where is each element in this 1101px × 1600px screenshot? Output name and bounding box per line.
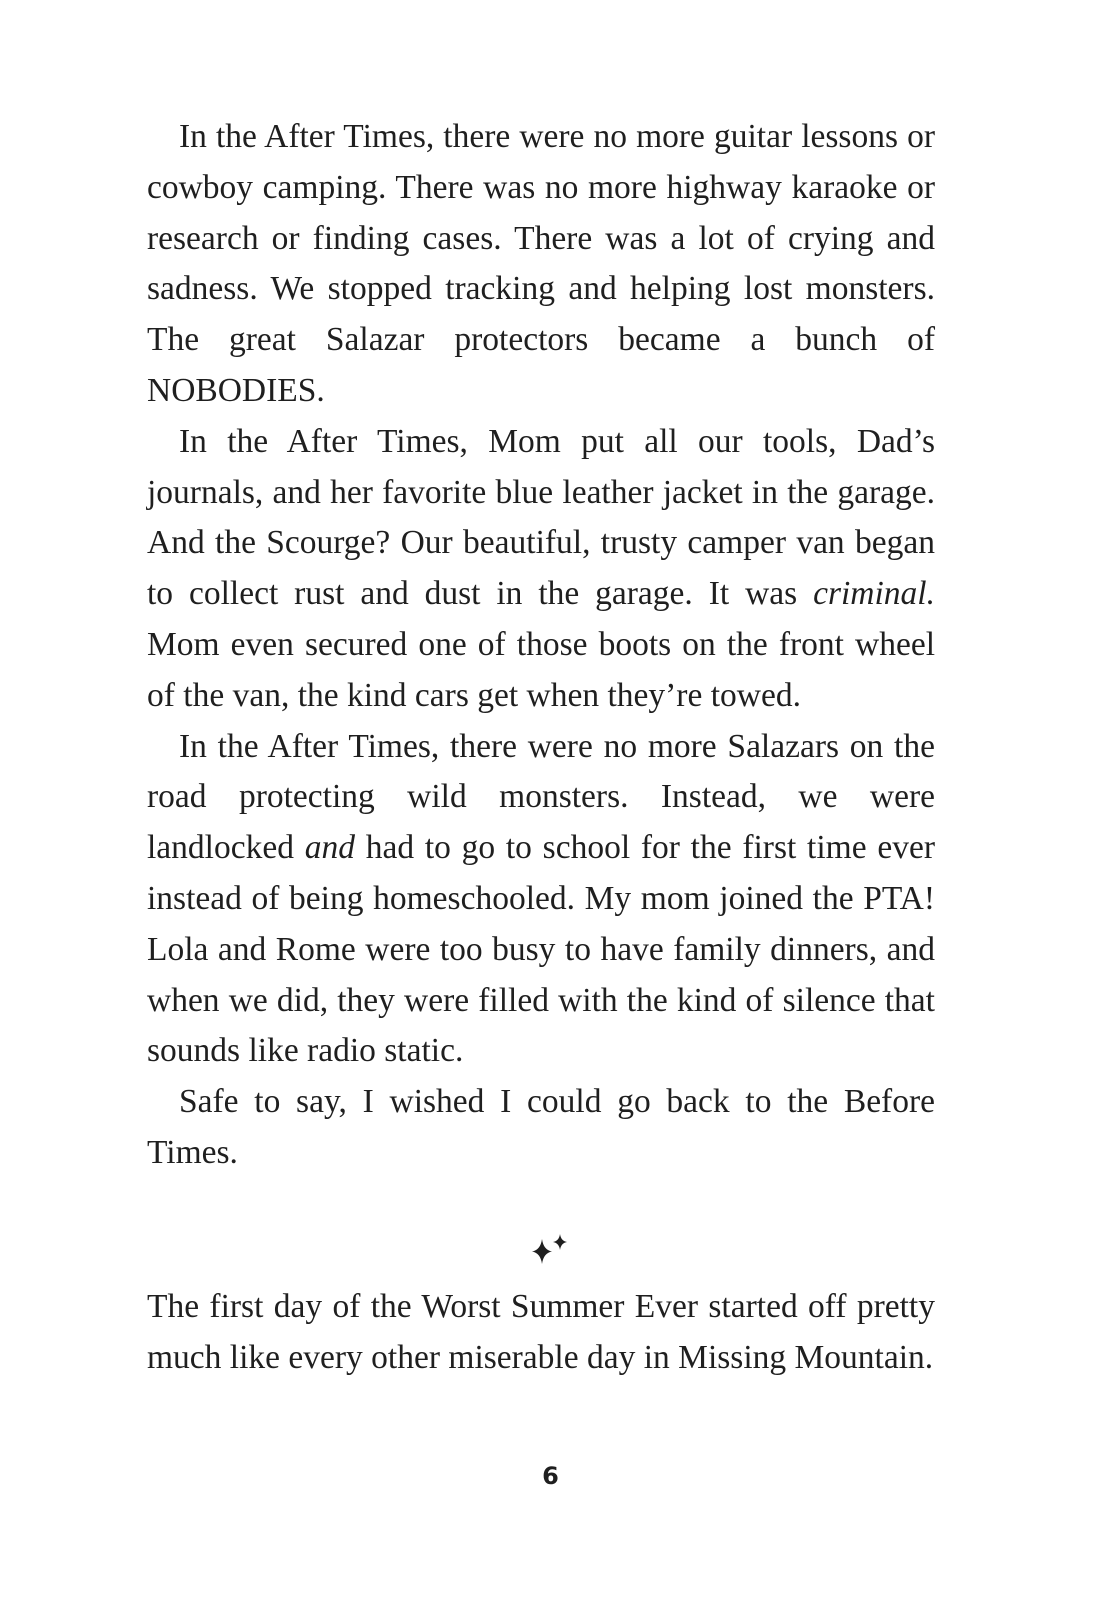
body-text-after-break [147, 1282, 935, 1384]
sparkle-stars-icon [528, 1233, 574, 1267]
paragraph-worst-summer: The first day of the Worst Summer Ever started off pretty much like every other miserable day in Missing Mountain. [147, 1288, 935, 1376]
paragraph-text: In the After Times, Mom put all our tools, Dad’s journals, and her favorite blue leather jacket in the garage. And the Scourge? Our beautiful, trusty camper van began to collect rust and dust in the garage. It was [147, 422, 935, 613]
paragraph-text: had to go to school for the first time ever instead of being homeschooled. My mom joined the PTA! Lola and Rome were too busy to have family dinners, and when we did, they were filled with the kind of silence that sounds like radio static. [147, 829, 935, 1070]
italic-text: criminal. [813, 575, 935, 613]
paragraph-before-times: Safe to say, I wished I could go back to the Before Times. [147, 1083, 935, 1171]
page-number: 6 [542, 1462, 559, 1490]
paragraph-after-times-3 [147, 722, 935, 1078]
paragraph-text: In the After Times, there were no more Salazars on the road protecting wild monsters. Instead, we were landlocked [147, 727, 935, 867]
paragraph-after-times-2 [147, 417, 935, 722]
paragraph-text: Mom even secured one of those boots on the front wheel of the van, the kind cars get when they’re towed. [147, 625, 935, 714]
body-text [147, 112, 935, 1179]
section-break [0, 1233, 1101, 1273]
italic-text: and [304, 829, 355, 867]
paragraph-after-times-1: In the After Times, there were no more guitar lessons or cowboy camping. There was no more highway karaoke or research or finding cases. There was a lot of crying and sadness. We stopped tracking and helping lost monsters. The great Salazar protectors became a bunch of NOBODIES. [147, 118, 935, 409]
